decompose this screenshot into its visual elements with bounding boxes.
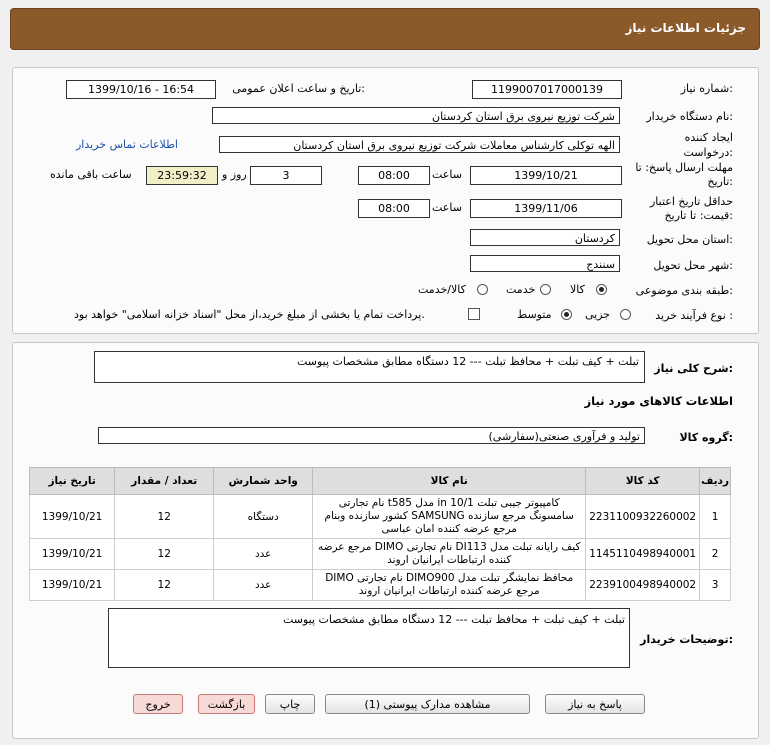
cell-unit: دستگاه bbox=[214, 495, 313, 539]
reply-button[interactable]: پاسخ به نیاز bbox=[545, 694, 645, 714]
send-date-field: 1399/10/21 bbox=[470, 166, 622, 185]
purchase-minor-label: جزیی bbox=[585, 308, 611, 321]
province-field: کردستان bbox=[470, 229, 620, 246]
category-label: طبقه بندی موضوعی: bbox=[635, 284, 733, 297]
purchase-medium-radio[interactable] bbox=[561, 309, 572, 320]
col-unit: واحد شمارش bbox=[214, 468, 313, 495]
page-header bbox=[10, 8, 760, 50]
cell-code: 2231100932260002 bbox=[586, 495, 700, 539]
category-service-radio[interactable] bbox=[540, 284, 551, 295]
page-title: جزئیات اطلاعات نیاز bbox=[625, 21, 746, 35]
cell-unit: عدد bbox=[214, 539, 313, 570]
cell-row: 1 bbox=[700, 495, 731, 539]
cell-date: 1399/10/21 bbox=[30, 570, 115, 601]
validity-time-field: 08:00 bbox=[358, 199, 430, 218]
creator-field: الهه توکلی کارشناس معاملات شرکت توزیع نیروی برق استان کردستان bbox=[219, 136, 620, 153]
province-label: استان محل تحویل: bbox=[646, 233, 733, 246]
buyer-org-field: شرکت توزیع نیروی برق استان کردستان bbox=[212, 107, 620, 124]
goods-table-header bbox=[30, 468, 731, 495]
cell-qty: 12 bbox=[115, 539, 214, 570]
buyer-notes-text: تبلت + کیف تبلت + محافظ تبلت --- 12 دستگاه مطابق مشخصات پیوست bbox=[282, 613, 625, 626]
need-number-field: 1199007017000139 bbox=[472, 80, 622, 99]
need-number-label: شماره نیاز: bbox=[680, 82, 733, 95]
cell-qty: 12 bbox=[115, 570, 214, 601]
category-both-radio[interactable] bbox=[477, 284, 488, 295]
col-date: تاریخ نیاز bbox=[30, 468, 115, 495]
category-both-label: کالا/خدمت bbox=[418, 283, 466, 296]
table-row[interactable] bbox=[30, 570, 731, 601]
creator-label: ایجاد کننده درخواست: bbox=[683, 131, 733, 159]
print-button[interactable]: چاپ bbox=[265, 694, 315, 714]
buyer-notes-label: توضیحات خریدار: bbox=[640, 633, 733, 646]
validity-date-field: 1399/11/06 bbox=[470, 199, 622, 218]
category-service-label: خدمت bbox=[506, 283, 536, 296]
cell-date: 1399/10/21 bbox=[30, 495, 115, 539]
summary-text: تبلت + کیف تبلت + محافظ تبلت --- 12 دستگاه مطابق مشخصات پیوست bbox=[296, 355, 639, 368]
cell-row: 2 bbox=[700, 539, 731, 570]
buyer-contact-link[interactable]: اطلاعات تماس خریدار bbox=[76, 138, 178, 151]
col-code: کد کالا bbox=[586, 468, 700, 495]
back-button[interactable]: بازگشت bbox=[198, 694, 255, 714]
cell-name: کامپیوتر جیبی تبلت in 10/1 مدل t585 نام تجارتی سامسونگ مرجع سازنده SAMSUNG کشور سازنده وبنام مرجع عرضه کننده امان عباسی bbox=[313, 495, 586, 539]
cell-unit: عدد bbox=[214, 570, 313, 601]
summary-box bbox=[94, 351, 645, 383]
cell-date: 1399/10/21 bbox=[30, 539, 115, 570]
category-goods-label: کالا bbox=[570, 283, 585, 296]
cell-qty: 12 bbox=[115, 495, 214, 539]
days-label: روز و bbox=[222, 168, 247, 181]
col-row: ردیف bbox=[700, 468, 731, 495]
exit-button[interactable]: خروج bbox=[133, 694, 183, 714]
goods-group-field: تولید و فرآوری صنعتی(سفارشی) bbox=[98, 427, 645, 444]
purchase-minor-radio[interactable] bbox=[620, 309, 631, 320]
buyer-org-label: نام دستگاه خریدار: bbox=[646, 110, 733, 123]
send-time-field: 08:00 bbox=[358, 166, 430, 185]
cell-code: 1145110498940001 bbox=[586, 539, 700, 570]
validity-time-label: ساعت bbox=[432, 201, 462, 214]
cell-name: کیف رایانه تبلت مدل DI113 نام تجارتی DIMO مرجع عرضه کننده ارتباطات ایرانیان اروند bbox=[313, 539, 586, 570]
summary-label: شرح کلی نیاز: bbox=[654, 362, 733, 375]
remaining-label: ساعت باقی مانده bbox=[50, 168, 132, 181]
cell-name: محافظ نمایشگر تبلت مدل DIMO900 نام تجارتی DIMO مرجع عرضه کننده ارتباطات ایرانیان اروند bbox=[313, 570, 586, 601]
days-count-field: 3 bbox=[250, 166, 322, 185]
goods-table bbox=[29, 467, 731, 601]
category-goods-radio[interactable] bbox=[596, 284, 607, 295]
col-name: نام کالا bbox=[313, 468, 586, 495]
treasury-payment-note: پرداخت تمام یا بخشی از مبلغ خرید،از محل "اسناد خزانه اسلامی" خواهد بود. bbox=[74, 308, 425, 321]
validity-label: حداقل تاریخ اعتبار قیمت: تا تاریخ: bbox=[649, 195, 733, 222]
goods-group-label: گروه کالا: bbox=[679, 431, 733, 444]
announce-field: 1399/10/16 - 16:54 bbox=[66, 80, 216, 99]
send-deadline-label: مهلت ارسال پاسخ: تا تاریخ: bbox=[635, 161, 733, 188]
city-label: شهر محل تحویل: bbox=[653, 259, 733, 272]
cell-code: 2239100498940002 bbox=[586, 570, 700, 601]
table-row[interactable] bbox=[30, 495, 731, 539]
remaining-time-field: 23:59:32 bbox=[146, 166, 218, 185]
col-qty: تعداد / مقدار bbox=[115, 468, 214, 495]
purchase-type-label: نوع فرآیند خرید : bbox=[655, 309, 733, 322]
buyer-notes-box bbox=[108, 608, 630, 668]
goods-section-title: اطلاعات کالاهای مورد نیاز bbox=[584, 394, 733, 408]
attachments-button[interactable]: مشاهده مدارک پیوستی (1) bbox=[325, 694, 530, 714]
purchase-medium-label: متوسط bbox=[517, 308, 552, 321]
table-row[interactable] bbox=[30, 539, 731, 570]
announce-label: تاریخ و ساعت اعلان عمومی: bbox=[232, 82, 365, 95]
city-field: سنندج bbox=[470, 255, 620, 272]
cell-row: 3 bbox=[700, 570, 731, 601]
treasury-payment-checkbox[interactable] bbox=[468, 308, 480, 320]
send-time-label: ساعت bbox=[432, 168, 462, 181]
